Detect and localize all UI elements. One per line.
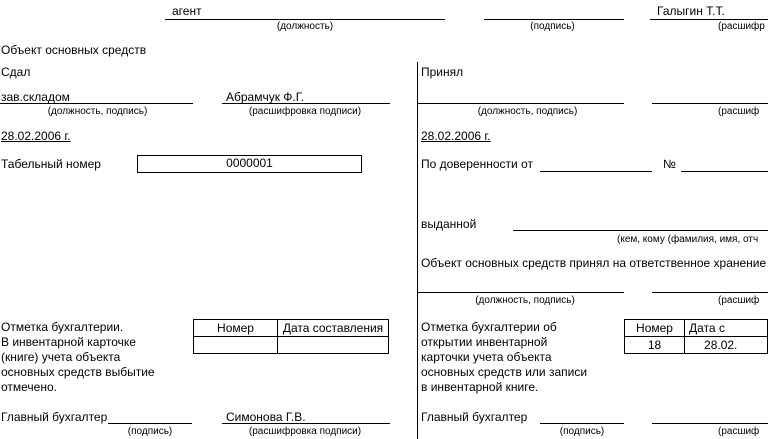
left-acc-table xyxy=(193,319,389,354)
left-acc-header-date: Дата составления xyxy=(278,320,389,337)
column-divider xyxy=(417,62,418,439)
number-line xyxy=(681,171,768,172)
left-acc-line: основных средств выбытие xyxy=(1,365,155,379)
left-chief-name-line xyxy=(222,423,390,424)
top-person-name: Галыгин Т.Т. xyxy=(657,4,725,18)
issued-caption: (кем, кому (фамилия, имя, отч xyxy=(617,234,759,245)
left-chief-signature-caption: (подпись) xyxy=(127,426,173,437)
left-acc-header-number: Номер xyxy=(194,320,278,337)
right-date: 28.02.2006 г. xyxy=(421,129,491,143)
right-position-caption: (должность, подпись) xyxy=(477,106,578,117)
tab-number-field xyxy=(137,155,362,173)
right-acc-mark xyxy=(421,320,621,395)
right-chief-decoding-line xyxy=(652,423,768,424)
left-date: 28.02.2006 г. xyxy=(1,129,71,143)
right-chief-signature-caption: (подпись) xyxy=(559,426,605,437)
issued-line xyxy=(513,230,768,231)
accepted-text: Объект основных средств принял на ответственное хранение xyxy=(421,256,767,270)
right-acc-number-cell: 18 xyxy=(625,337,685,354)
left-position-line xyxy=(0,103,193,104)
right-acc-table xyxy=(624,319,768,354)
right-position-caption-2: (должность, подпись) xyxy=(475,295,575,306)
right-acc-line: основных средств или записи xyxy=(421,365,588,379)
right-acc-table-clip xyxy=(624,319,768,359)
left-position-value: зав.складом xyxy=(1,90,70,104)
left-acc-line: В инвентарной карточке xyxy=(1,335,136,349)
right-position-line-2 xyxy=(418,292,624,293)
right-decoding-caption-2: (расшиф xyxy=(718,295,760,306)
left-decoding-caption: (расшифровка подписи) xyxy=(248,106,362,117)
right-decoding-line-2 xyxy=(652,292,768,293)
right-decoding-line xyxy=(652,103,768,104)
tab-number-value: 0000001 xyxy=(226,156,273,170)
tab-number-label: Табельный номер xyxy=(1,157,101,171)
right-acc-line: открытии инвентарной xyxy=(421,335,548,349)
power-of-attorney-line xyxy=(540,171,652,172)
top-position-caption: (должность) xyxy=(276,21,334,32)
left-acc-line: отмечено. xyxy=(1,380,57,394)
right-position-line xyxy=(418,103,624,104)
right-chief-label: Главный бухгалтер xyxy=(421,410,528,424)
number-sign-label: № xyxy=(663,157,676,171)
top-position-line xyxy=(165,19,445,20)
right-acc-header-number: Номер xyxy=(625,320,685,337)
top-position-value: агент xyxy=(172,4,202,18)
received-label: Принял xyxy=(421,65,464,79)
left-name-value: Абрамчук Ф.Г. xyxy=(226,90,305,104)
right-acc-header-date: Дата с xyxy=(685,320,768,337)
left-chief-name: Симонова Г.В. xyxy=(226,410,306,424)
handed-label: Сдал xyxy=(1,65,31,79)
right-acc-line: карточки учета объекта xyxy=(421,350,552,364)
left-chief-label: Главный бухгалтер xyxy=(1,410,108,424)
issued-label: выданной xyxy=(421,217,477,231)
left-chief-decoding-caption: (расшифровка подписи) xyxy=(248,426,362,437)
top-decoding-line xyxy=(650,19,768,20)
left-acc-number-cell xyxy=(194,337,278,354)
right-chief-decoding-caption: (расшиф xyxy=(718,426,760,437)
right-acc-line: в инвентарной книге. xyxy=(421,380,539,394)
left-acc-mark xyxy=(1,320,191,395)
right-decoding-caption: (расшиф xyxy=(718,106,760,117)
right-acc-date-cell: 28.02. xyxy=(685,337,768,354)
object-title: Объект основных средств xyxy=(1,43,147,57)
top-decoding-caption: (расшифр xyxy=(718,21,765,32)
top-signature-line xyxy=(484,19,624,20)
right-chief-signature-line xyxy=(540,423,624,424)
left-acc-date-cell xyxy=(278,337,389,354)
right-acc-line: Отметка бухгалтерии об xyxy=(421,320,557,334)
left-acc-line: Отметка бухгалтерии. xyxy=(1,320,124,334)
left-chief-signature-line xyxy=(108,423,192,424)
top-signature-caption: (подпись) xyxy=(530,21,575,32)
power-of-attorney-label: По доверенности от xyxy=(421,157,533,171)
left-position-caption: (должность, подпись) xyxy=(47,106,148,117)
left-name-line xyxy=(222,103,390,104)
left-acc-line: (книге) учета объекта xyxy=(1,350,121,364)
